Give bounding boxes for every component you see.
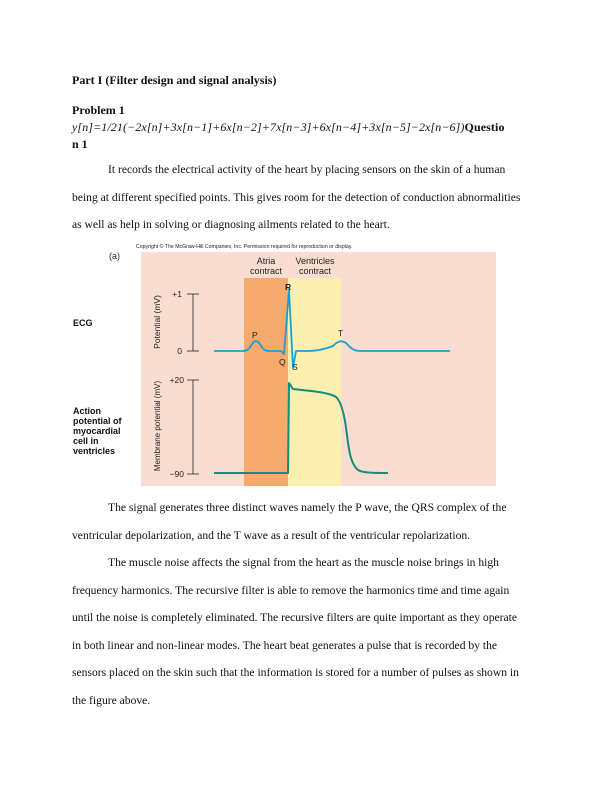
part-heading: Part I (Filter design and signal analysis)	[72, 73, 277, 87]
figure-panel-label: (a)	[109, 251, 120, 261]
ecg-row-label: ECG	[73, 318, 93, 328]
paragraph-line: The signal generates three distinct waves namely the P wave, the QRS complex of the	[108, 501, 507, 514]
paragraph-line: The muscle noise affects the signal from the heart as the muscle noise brings in high	[108, 556, 499, 569]
question-label-continued: n 1	[72, 137, 88, 151]
atria-label-1: Atria	[256, 256, 276, 266]
atria-label-2: contract	[249, 266, 283, 276]
wave-s-label: S	[292, 362, 298, 372]
ecg-figure	[70, 240, 500, 490]
paragraph-line: until the noise is completely eliminated. The recursive filters are quite important as they operate	[72, 611, 518, 625]
ap-tick-top-label: +20	[169, 375, 184, 385]
paragraph-line: sensors placed on the skin such that the information is stored for a number of pulses as shown in	[72, 666, 519, 680]
paragraph-line: frequency harmonics. The recursive filter is able to remove the harmonics time and time again	[72, 583, 510, 597]
paragraph-1	[72, 156, 542, 239]
ventricles-label-2: contract	[298, 266, 332, 276]
paragraph-line: being at different specified points. This gives room for the detection of conduction abnormalities	[72, 190, 521, 204]
ap-tick-bottom-label: −90	[169, 469, 184, 479]
difference-equation	[72, 120, 505, 135]
ap-axis-label: Membrane potential (mV)	[153, 380, 162, 472]
equation-text: y[n]=1/21(−2x[n]+3x[n−1]+6x[n−2]+7x[n−3]+6x[n−4]+3x[n−5]−2x[n−6])	[72, 120, 465, 134]
paragraph-3	[72, 549, 542, 715]
paragraph-2	[72, 494, 542, 549]
paragraph-line: ventricular depolarization, and the T wave as a result of the ventricular repolarization.	[72, 528, 471, 542]
ecg-axis-label: Potential (mV)	[152, 295, 162, 349]
ecg-tick-bottom-label: 0	[177, 346, 182, 356]
paragraph-line: in both linear and non-linear modes. The heart beat generates a pulse that is recorded by the	[72, 638, 498, 652]
problem-heading: Problem 1	[72, 103, 125, 117]
paragraph-line: as well as help in solving or diagnosing ailments related to the heart.	[72, 218, 390, 232]
ap-row-label: Action potential of myocardial cell in ventricles	[73, 406, 122, 456]
wave-p-label: P	[252, 330, 258, 340]
paragraph-line: the figure above.	[72, 693, 151, 707]
paragraph-line: It records the electrical activity of the heart by placing sensors on the skin of a human	[108, 163, 506, 176]
question-label: Questio	[464, 120, 505, 134]
ventricles-label-1: Ventricles	[295, 256, 335, 266]
atria-contract-band	[244, 278, 288, 486]
wave-t-label: T	[338, 328, 344, 338]
figure-copyright: Copyright © The McGraw-Hill Companies, Inc. Permission required for reproduction or display.	[136, 244, 353, 250]
wave-q-label: Q	[279, 357, 286, 367]
wave-r-label: R	[285, 282, 292, 292]
ventricles-contract-band	[288, 278, 344, 486]
ecg-tick-top-label: +1	[172, 289, 182, 299]
